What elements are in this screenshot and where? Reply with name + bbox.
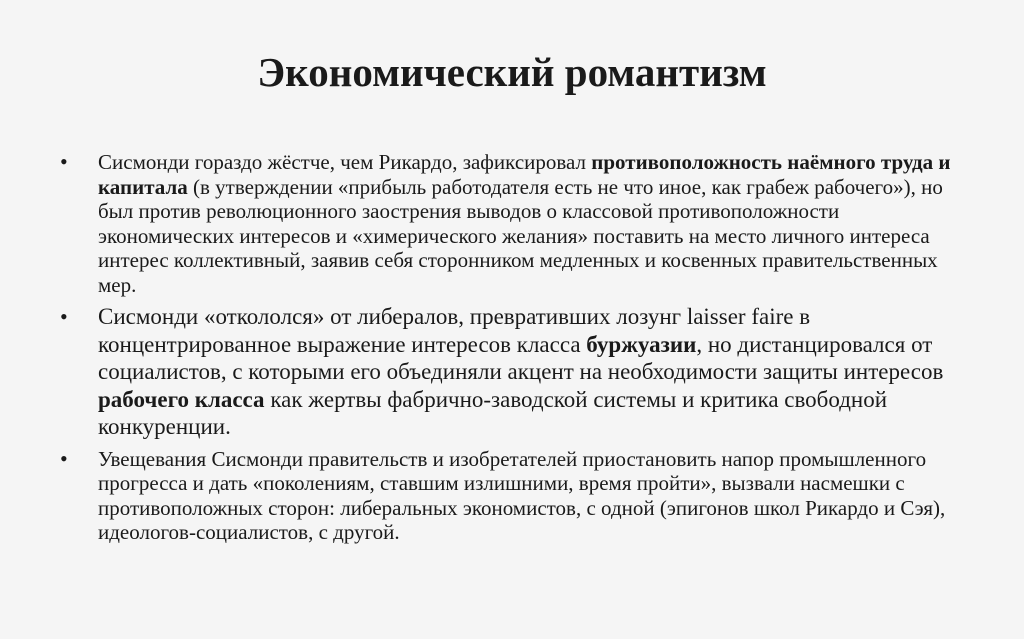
bullet-item: [60, 150, 970, 297]
bullet-icon: •: [60, 149, 68, 174]
bullet-list: [60, 150, 970, 551]
bullet-text: Сисмонди «откололся» от либералов, превративших лозунг laisser faire в концентрированное выражение интересов класса: [98, 304, 811, 357]
bullet-text: Увещевания Сисмонди правительств и изобретателей приостановить напор промышленного прогресса и дать «поколениям, ставшим излишними, время пройти», вызвали насмешки с противоположных сторон: либеральных экономистов, с одной (эпигонов школ Рикардо и Сэя), идеологов-социалистов, с другой.: [98, 446, 946, 544]
bullet-item: [60, 303, 970, 441]
bullet-emphasis: противоположность наёмного труда и капитала: [98, 150, 951, 199]
bullet-icon: •: [60, 304, 68, 329]
bullet-text: Сисмонди гораздо жёстче, чем Рикардо, зафиксировал: [98, 150, 592, 174]
bullet-emphasis: рабочего класса: [98, 386, 265, 412]
bullet-emphasis: буржуазии: [586, 331, 697, 357]
bullet-text: , но дистанцировался от социалистов, с которыми его объединяли акцент на необходимости защиты интересов: [98, 331, 944, 384]
bullet-icon: •: [60, 445, 68, 471]
bullet-text: как жертвы фабрично-заводской системы и критика свободной конкуренции.: [98, 386, 888, 439]
bullet-item: [60, 447, 970, 545]
bullet-text: (в утверждении «прибыль работодателя есть не что иное, как грабеж рабочего»), но был против революционного заострения выводов о классовой противоположности экономических интересов и «химерического желания» поставить на место личного интереса интерес коллективный, заявив себя сторонником медленных и косвенных правительственных мер.: [98, 174, 943, 297]
slide-title: Экономический романтизм: [257, 49, 767, 95]
